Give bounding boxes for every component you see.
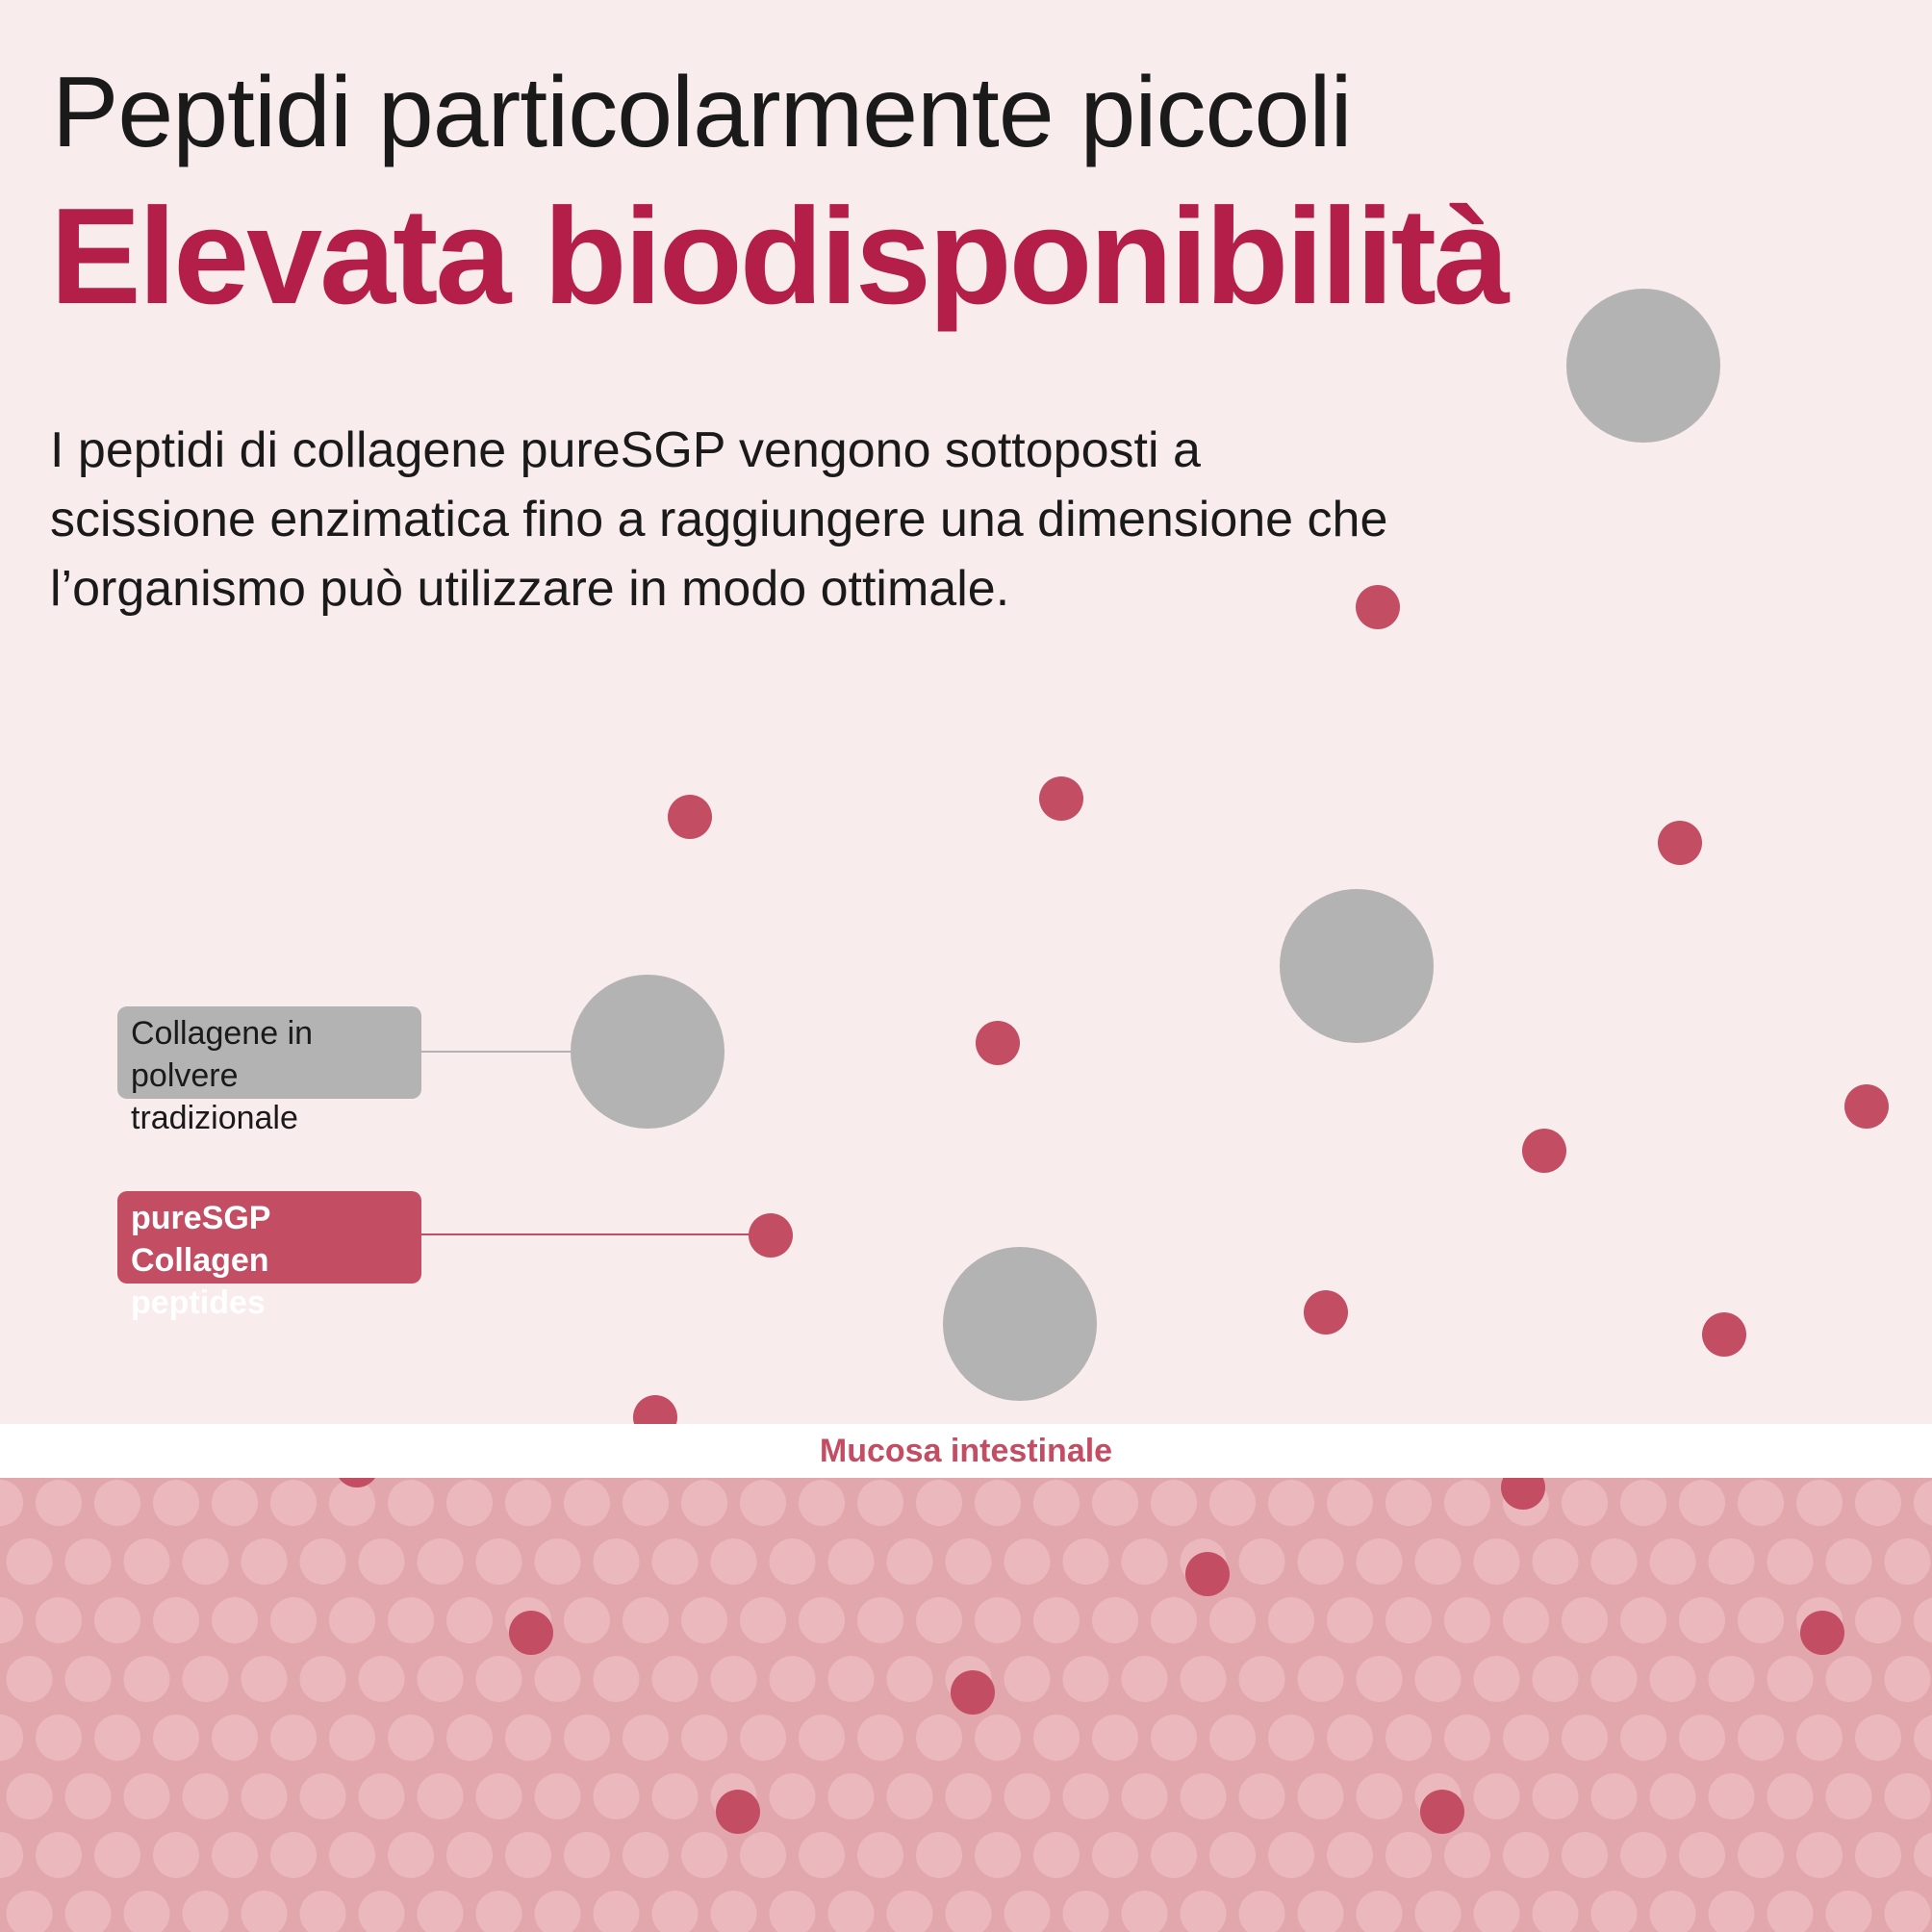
- legend-traditional-line2: polvere tradizionale: [131, 1057, 298, 1136]
- peptide-particle: [509, 1611, 553, 1655]
- page-title: Elevata biodisponibilità: [50, 180, 1507, 333]
- page-subtitle: Peptidi particolarmente piccoli: [52, 57, 1352, 168]
- peptide-particle: [951, 1670, 995, 1715]
- legend-puresgp-line1: pureSGP: [131, 1200, 271, 1236]
- peptide-particle: [976, 1021, 1020, 1065]
- legend-traditional-line1: Collagene in: [131, 1015, 314, 1052]
- peptide-particle: [1185, 1552, 1230, 1596]
- traditional-particle: [1566, 289, 1720, 443]
- peptide-particle: [1844, 1084, 1889, 1129]
- peptide-particle: [1522, 1129, 1566, 1173]
- peptide-particle: [1702, 1312, 1746, 1357]
- peptide-particle: [1658, 821, 1702, 865]
- peptide-particle: [1800, 1611, 1844, 1655]
- traditional-particle: [943, 1247, 1097, 1401]
- legend-puresgp-peptides: [117, 1191, 421, 1321]
- legend-puresgp-line2: Collagen peptides: [131, 1242, 269, 1321]
- peptide-particle: [749, 1213, 793, 1258]
- peptide-particle: [668, 795, 712, 839]
- mucosa-label: Mucosa intestinale: [819, 1433, 1113, 1469]
- peptide-particle: [716, 1790, 760, 1834]
- traditional-particle: [571, 975, 724, 1129]
- legend-traditional-collagen: [117, 1006, 421, 1136]
- peptide-particle: [1420, 1790, 1464, 1834]
- traditional-particle: [1280, 889, 1434, 1043]
- peptide-particle: [1039, 776, 1083, 821]
- description-text: I peptidi di collagene pureSGP vengono sottoposti a scissione enzimatica fino a raggiungere una dimensione che l’organismo può utilizzare in modo ottimale.: [50, 422, 1388, 617]
- peptide-particle: [1304, 1290, 1348, 1335]
